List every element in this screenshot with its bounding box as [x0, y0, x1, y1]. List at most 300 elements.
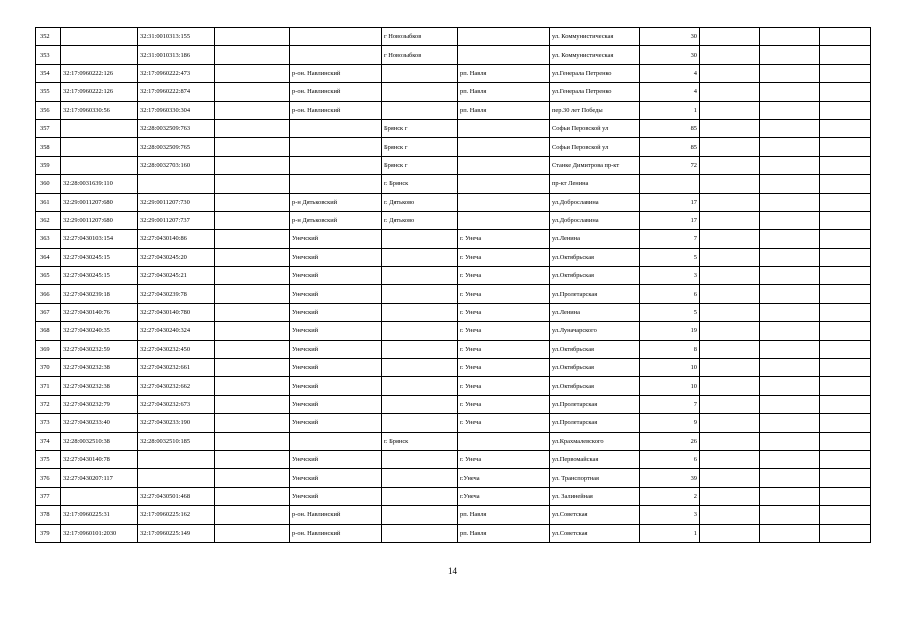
- cell-blank-col: [215, 248, 290, 266]
- cell-extra-col-3: [820, 138, 871, 156]
- cell-extra-col-2: [760, 395, 820, 413]
- cell-row-number: 374: [36, 432, 61, 450]
- cell-cadastral-parcel: [61, 46, 138, 64]
- cell-row-number: 367: [36, 303, 61, 321]
- cell-extra-col-1: [700, 487, 760, 505]
- cell-extra-col-3: [820, 83, 871, 101]
- cell-blank-col: [215, 487, 290, 505]
- cell-district: Унечский: [290, 377, 382, 395]
- cell-street: пер.30 лет Победы: [550, 101, 640, 119]
- cell-row-number: 368: [36, 322, 61, 340]
- cell-cadastral-object: 32:31:0010313:186: [138, 46, 215, 64]
- cell-cadastral-parcel: 32:27:0430233:40: [61, 414, 138, 432]
- cell-extra-col-3: [820, 193, 871, 211]
- table-row: [36, 322, 871, 340]
- cell-cadastral-object: 32:31:0010313:155: [138, 28, 215, 46]
- cell-extra-col-2: [760, 156, 820, 174]
- cell-extra-col-2: [760, 119, 820, 137]
- cell-settlement: рп. Навля: [458, 101, 550, 119]
- cell-district: Унечский: [290, 303, 382, 321]
- cell-city: [382, 340, 458, 358]
- cell-house-number: 85: [640, 138, 700, 156]
- cell-extra-col-3: [820, 432, 871, 450]
- cell-blank-col: [215, 414, 290, 432]
- table-row: [36, 414, 871, 432]
- cell-extra-col-3: [820, 211, 871, 229]
- cell-blank-col: [215, 119, 290, 137]
- table-row: [36, 119, 871, 137]
- cell-district: Унечский: [290, 487, 382, 505]
- table-row: [36, 487, 871, 505]
- cell-street: ул.Советская: [550, 524, 640, 542]
- cell-extra-col-3: [820, 119, 871, 137]
- cell-cadastral-parcel: 32:27:0430207:117: [61, 469, 138, 487]
- cell-street: ул.Доброславина: [550, 193, 640, 211]
- cell-house-number: 17: [640, 193, 700, 211]
- cell-city: Брянск г: [382, 156, 458, 174]
- cell-district: Унечский: [290, 267, 382, 285]
- cell-extra-col-2: [760, 230, 820, 248]
- cell-settlement: г. Унеча: [458, 340, 550, 358]
- cell-street: ул.Ленина: [550, 230, 640, 248]
- cell-extra-col-1: [700, 469, 760, 487]
- cell-cadastral-parcel: 32:28:0031639:110: [61, 175, 138, 193]
- cell-cadastral-object: 32:27:0430232:661: [138, 359, 215, 377]
- cell-settlement: г. Унеча: [458, 248, 550, 266]
- cell-row-number: 354: [36, 64, 61, 82]
- cell-city: [382, 487, 458, 505]
- cell-blank-col: [215, 28, 290, 46]
- cell-cadastral-object: 32:17:0960222:874: [138, 83, 215, 101]
- cell-extra-col-3: [820, 506, 871, 524]
- cell-cadastral-object: 32:27:0430232:673: [138, 395, 215, 413]
- cell-house-number: 10: [640, 359, 700, 377]
- cell-district: р-он. Навлинский: [290, 101, 382, 119]
- cell-cadastral-object: 32:27:0430245:20: [138, 248, 215, 266]
- cell-house-number: 8: [640, 340, 700, 358]
- cell-extra-col-3: [820, 322, 871, 340]
- cell-row-number: 371: [36, 377, 61, 395]
- cell-blank-col: [215, 138, 290, 156]
- cell-cadastral-parcel: [61, 156, 138, 174]
- cell-blank-col: [215, 46, 290, 64]
- cell-blank-col: [215, 193, 290, 211]
- cell-settlement: [458, 138, 550, 156]
- cell-row-number: 359: [36, 156, 61, 174]
- cell-cadastral-parcel: 32:27:0430240:35: [61, 322, 138, 340]
- cell-settlement: [458, 175, 550, 193]
- cell-settlement: рп. Навля: [458, 83, 550, 101]
- table-row: [36, 303, 871, 321]
- cell-extra-col-3: [820, 28, 871, 46]
- table-row: [36, 211, 871, 229]
- cell-street: ул.Пролетарская: [550, 395, 640, 413]
- cell-extra-col-2: [760, 432, 820, 450]
- cell-street: Софьи Перовской ул: [550, 119, 640, 137]
- table-body: [36, 28, 871, 543]
- cell-extra-col-1: [700, 524, 760, 542]
- cell-city: [382, 524, 458, 542]
- cell-city: г. Дятьково: [382, 193, 458, 211]
- cell-settlement: г. Унеча: [458, 377, 550, 395]
- cell-district: Унечский: [290, 322, 382, 340]
- cell-cadastral-parcel: 32:27:0430245:15: [61, 267, 138, 285]
- cell-blank-col: [215, 230, 290, 248]
- cell-extra-col-2: [760, 175, 820, 193]
- cell-cadastral-parcel: 32:27:0430140:76: [61, 303, 138, 321]
- cell-house-number: 4: [640, 83, 700, 101]
- cell-street: ул.Доброславина: [550, 211, 640, 229]
- cell-extra-col-1: [700, 340, 760, 358]
- cell-city: [382, 414, 458, 432]
- cell-blank-col: [215, 285, 290, 303]
- cell-extra-col-2: [760, 359, 820, 377]
- cell-row-number: 377: [36, 487, 61, 505]
- cell-extra-col-2: [760, 303, 820, 321]
- cell-settlement: [458, 211, 550, 229]
- cell-city: [382, 267, 458, 285]
- cell-city: г Новозыбков: [382, 28, 458, 46]
- cell-blank-col: [215, 101, 290, 119]
- cell-cadastral-parcel: 32:29:0011207:680: [61, 193, 138, 211]
- table-row: [36, 469, 871, 487]
- cell-city: [382, 230, 458, 248]
- cell-cadastral-object: 32:27:0430140:86: [138, 230, 215, 248]
- cell-cadastral-object: 32:29:0011207:730: [138, 193, 215, 211]
- cell-house-number: 3: [640, 506, 700, 524]
- registry-table: [35, 27, 871, 543]
- cell-cadastral-parcel: [61, 119, 138, 137]
- cell-extra-col-2: [760, 450, 820, 468]
- cell-city: г. Дятьково: [382, 211, 458, 229]
- cell-extra-col-2: [760, 377, 820, 395]
- table-row: [36, 175, 871, 193]
- cell-cadastral-parcel: 32:27:0430232:38: [61, 377, 138, 395]
- cell-house-number: 4: [640, 64, 700, 82]
- cell-district: [290, 28, 382, 46]
- cell-city: г. Брянск: [382, 432, 458, 450]
- cell-street: ул.Генерала Петренко: [550, 64, 640, 82]
- cell-city: [382, 359, 458, 377]
- cell-cadastral-object: 32:27:0430501:468: [138, 487, 215, 505]
- cell-extra-col-1: [700, 156, 760, 174]
- cell-blank-col: [215, 377, 290, 395]
- cell-street: ул.Октябрьская: [550, 359, 640, 377]
- cell-extra-col-3: [820, 487, 871, 505]
- cell-house-number: 5: [640, 248, 700, 266]
- cell-settlement: г. Унеча: [458, 267, 550, 285]
- cell-street: ул.Крахмалевского: [550, 432, 640, 450]
- cell-district: р-н Дятьковский: [290, 193, 382, 211]
- cell-extra-col-1: [700, 193, 760, 211]
- cell-city: [382, 248, 458, 266]
- cell-house-number: 2: [640, 487, 700, 505]
- table-row: [36, 193, 871, 211]
- cell-district: Унечский: [290, 340, 382, 358]
- cell-city: [382, 322, 458, 340]
- cell-cadastral-parcel: 32:28:0032510:38: [61, 432, 138, 450]
- cell-extra-col-1: [700, 28, 760, 46]
- cell-house-number: 9: [640, 414, 700, 432]
- cell-district: р-н Дятьковский: [290, 211, 382, 229]
- cell-row-number: 366: [36, 285, 61, 303]
- cell-extra-col-3: [820, 156, 871, 174]
- table-row: [36, 506, 871, 524]
- cell-settlement: г. Унеча: [458, 230, 550, 248]
- cell-cadastral-object: 32:17:0960225:162: [138, 506, 215, 524]
- cell-street: ул.Пролетарская: [550, 285, 640, 303]
- cell-extra-col-3: [820, 285, 871, 303]
- cell-extra-col-3: [820, 64, 871, 82]
- cell-extra-col-1: [700, 175, 760, 193]
- cell-street: ул. Залинейная: [550, 487, 640, 505]
- table-row: [36, 46, 871, 64]
- cell-cadastral-object: [138, 175, 215, 193]
- cell-extra-col-2: [760, 83, 820, 101]
- cell-cadastral-object: 32:28:0032510:185: [138, 432, 215, 450]
- cell-extra-col-2: [760, 46, 820, 64]
- cell-blank-col: [215, 322, 290, 340]
- cell-cadastral-parcel: [61, 28, 138, 46]
- cell-house-number: 17: [640, 211, 700, 229]
- table-row: [36, 248, 871, 266]
- cell-cadastral-object: 32:27:0430245:21: [138, 267, 215, 285]
- cell-city: [382, 506, 458, 524]
- cell-blank-col: [215, 506, 290, 524]
- cell-cadastral-object: 32:28:0032509:763: [138, 119, 215, 137]
- cell-blank-col: [215, 340, 290, 358]
- cell-house-number: 30: [640, 46, 700, 64]
- cell-district: [290, 138, 382, 156]
- page-number: 14: [448, 566, 457, 576]
- cell-extra-col-3: [820, 340, 871, 358]
- cell-extra-col-2: [760, 28, 820, 46]
- cell-cadastral-parcel: 32:27:0430232:59: [61, 340, 138, 358]
- cell-house-number: 10: [640, 377, 700, 395]
- cell-house-number: 85: [640, 119, 700, 137]
- cell-cadastral-parcel: [61, 487, 138, 505]
- cell-blank-col: [215, 432, 290, 450]
- cell-district: Унечский: [290, 395, 382, 413]
- cell-cadastral-parcel: 32:17:0960222:126: [61, 83, 138, 101]
- cell-city: Брянск г: [382, 119, 458, 137]
- cell-settlement: [458, 156, 550, 174]
- cell-row-number: 356: [36, 101, 61, 119]
- cell-extra-col-1: [700, 285, 760, 303]
- cell-extra-col-1: [700, 359, 760, 377]
- cell-house-number: 1: [640, 524, 700, 542]
- cell-district: [290, 432, 382, 450]
- cell-blank-col: [215, 156, 290, 174]
- cell-blank-col: [215, 267, 290, 285]
- cell-extra-col-2: [760, 64, 820, 82]
- cell-settlement: г. Унеча: [458, 322, 550, 340]
- cell-district: Унечский: [290, 359, 382, 377]
- table-row: [36, 230, 871, 248]
- cell-cadastral-parcel: 32:17:0960225:31: [61, 506, 138, 524]
- cell-extra-col-2: [760, 414, 820, 432]
- cell-city: г. Брянск: [382, 175, 458, 193]
- cell-row-number: 362: [36, 211, 61, 229]
- cell-extra-col-2: [760, 138, 820, 156]
- cell-street: ул.Октябрьская: [550, 377, 640, 395]
- table-row: [36, 156, 871, 174]
- cell-cadastral-object: 32:27:0430140:780: [138, 303, 215, 321]
- cell-street: ул.Октябрьская: [550, 340, 640, 358]
- cell-cadastral-object: 32:27:0430232:662: [138, 377, 215, 395]
- cell-settlement: рп. Навля: [458, 506, 550, 524]
- table-row: [36, 524, 871, 542]
- cell-row-number: 365: [36, 267, 61, 285]
- cell-district: [290, 119, 382, 137]
- table-row: [36, 377, 871, 395]
- cell-row-number: 358: [36, 138, 61, 156]
- cell-extra-col-2: [760, 248, 820, 266]
- cell-house-number: 6: [640, 450, 700, 468]
- cell-street: ул.Ленина: [550, 303, 640, 321]
- cell-street: ул. Коммунистическая: [550, 28, 640, 46]
- table-row: [36, 450, 871, 468]
- cell-city: [382, 395, 458, 413]
- cell-cadastral-object: [138, 450, 215, 468]
- cell-extra-col-3: [820, 414, 871, 432]
- cell-extra-col-3: [820, 230, 871, 248]
- cell-settlement: г. Унеча: [458, 450, 550, 468]
- cell-row-number: 378: [36, 506, 61, 524]
- cell-street: Софьи Перовской ул: [550, 138, 640, 156]
- cell-extra-col-3: [820, 377, 871, 395]
- cell-blank-col: [215, 83, 290, 101]
- cell-row-number: 379: [36, 524, 61, 542]
- cell-district: Унечский: [290, 469, 382, 487]
- cell-cadastral-parcel: 32:27:0430232:38: [61, 359, 138, 377]
- cell-city: г Новозыбков: [382, 46, 458, 64]
- cell-extra-col-2: [760, 193, 820, 211]
- cell-extra-col-3: [820, 175, 871, 193]
- cell-row-number: 361: [36, 193, 61, 211]
- cell-extra-col-1: [700, 230, 760, 248]
- cell-city: [382, 469, 458, 487]
- cell-extra-col-3: [820, 450, 871, 468]
- cell-settlement: [458, 432, 550, 450]
- cell-extra-col-3: [820, 267, 871, 285]
- cell-extra-col-1: [700, 138, 760, 156]
- cell-row-number: 357: [36, 119, 61, 137]
- cell-extra-col-1: [700, 450, 760, 468]
- cell-district: Унечский: [290, 450, 382, 468]
- cell-blank-col: [215, 469, 290, 487]
- cell-extra-col-3: [820, 101, 871, 119]
- cell-cadastral-parcel: 32:27:0430239:18: [61, 285, 138, 303]
- cell-blank-col: [215, 395, 290, 413]
- cell-district: [290, 156, 382, 174]
- cell-settlement: рп. Навля: [458, 524, 550, 542]
- cell-house-number: 7: [640, 395, 700, 413]
- cell-district: р-он. Навлинский: [290, 83, 382, 101]
- cell-extra-col-3: [820, 303, 871, 321]
- cell-city: [382, 303, 458, 321]
- cell-settlement: г. Унеча: [458, 303, 550, 321]
- cell-settlement: [458, 119, 550, 137]
- cell-street: ул.Пролетарская: [550, 414, 640, 432]
- cell-extra-col-3: [820, 395, 871, 413]
- cell-extra-col-2: [760, 322, 820, 340]
- cell-extra-col-2: [760, 524, 820, 542]
- cell-extra-col-2: [760, 211, 820, 229]
- table-row: [36, 28, 871, 46]
- cell-cadastral-parcel: 32:27:0430140:78: [61, 450, 138, 468]
- cell-extra-col-1: [700, 119, 760, 137]
- cell-cadastral-parcel: 32:17:0960330:56: [61, 101, 138, 119]
- cell-extra-col-1: [700, 248, 760, 266]
- cell-cadastral-object: 32:27:0430232:450: [138, 340, 215, 358]
- cell-house-number: [640, 175, 700, 193]
- cell-extra-col-1: [700, 83, 760, 101]
- cell-cadastral-object: 32:17:0960225:149: [138, 524, 215, 542]
- cell-extra-col-1: [700, 414, 760, 432]
- cell-cadastral-object: 32:27:0430233:190: [138, 414, 215, 432]
- cell-house-number: 39: [640, 469, 700, 487]
- cell-row-number: 375: [36, 450, 61, 468]
- table-row: [36, 267, 871, 285]
- cell-district: Унечский: [290, 230, 382, 248]
- cell-row-number: 363: [36, 230, 61, 248]
- cell-house-number: 3: [640, 267, 700, 285]
- cell-house-number: 1: [640, 101, 700, 119]
- cell-house-number: 5: [640, 303, 700, 321]
- cell-street: пр-кт Ленина: [550, 175, 640, 193]
- cell-cadastral-object: 32:17:0960330:304: [138, 101, 215, 119]
- cell-cadastral-object: 32:27:0430239:78: [138, 285, 215, 303]
- cell-district: Унечский: [290, 248, 382, 266]
- table-row: [36, 138, 871, 156]
- cell-city: [382, 377, 458, 395]
- cell-extra-col-1: [700, 46, 760, 64]
- cell-settlement: г.Унеча: [458, 487, 550, 505]
- cell-extra-col-3: [820, 359, 871, 377]
- cell-house-number: 72: [640, 156, 700, 174]
- cell-city: [382, 64, 458, 82]
- cell-settlement: г. Унеча: [458, 359, 550, 377]
- cell-row-number: 355: [36, 83, 61, 101]
- cell-extra-col-2: [760, 267, 820, 285]
- cell-cadastral-parcel: [61, 138, 138, 156]
- cell-row-number: 373: [36, 414, 61, 432]
- table-row: [36, 340, 871, 358]
- cell-blank-col: [215, 450, 290, 468]
- cell-extra-col-2: [760, 469, 820, 487]
- cell-cadastral-parcel: 32:27:0430103:154: [61, 230, 138, 248]
- cell-cadastral-parcel: 32:29:0011207:680: [61, 211, 138, 229]
- cell-settlement: г. Унеча: [458, 285, 550, 303]
- cell-cadastral-object: 32:28:0032509:765: [138, 138, 215, 156]
- cell-district: Унечский: [290, 285, 382, 303]
- table-row: [36, 359, 871, 377]
- cell-extra-col-1: [700, 303, 760, 321]
- cell-city: Брянск г: [382, 138, 458, 156]
- cell-extra-col-2: [760, 487, 820, 505]
- cell-extra-col-3: [820, 248, 871, 266]
- cell-blank-col: [215, 303, 290, 321]
- cell-cadastral-parcel: 32:17:0960101:2030: [61, 524, 138, 542]
- cell-row-number: 360: [36, 175, 61, 193]
- table-row: [36, 83, 871, 101]
- cell-blank-col: [215, 211, 290, 229]
- cell-row-number: 353: [36, 46, 61, 64]
- cell-settlement: г. Унеча: [458, 395, 550, 413]
- cell-settlement: [458, 28, 550, 46]
- cell-blank-col: [215, 359, 290, 377]
